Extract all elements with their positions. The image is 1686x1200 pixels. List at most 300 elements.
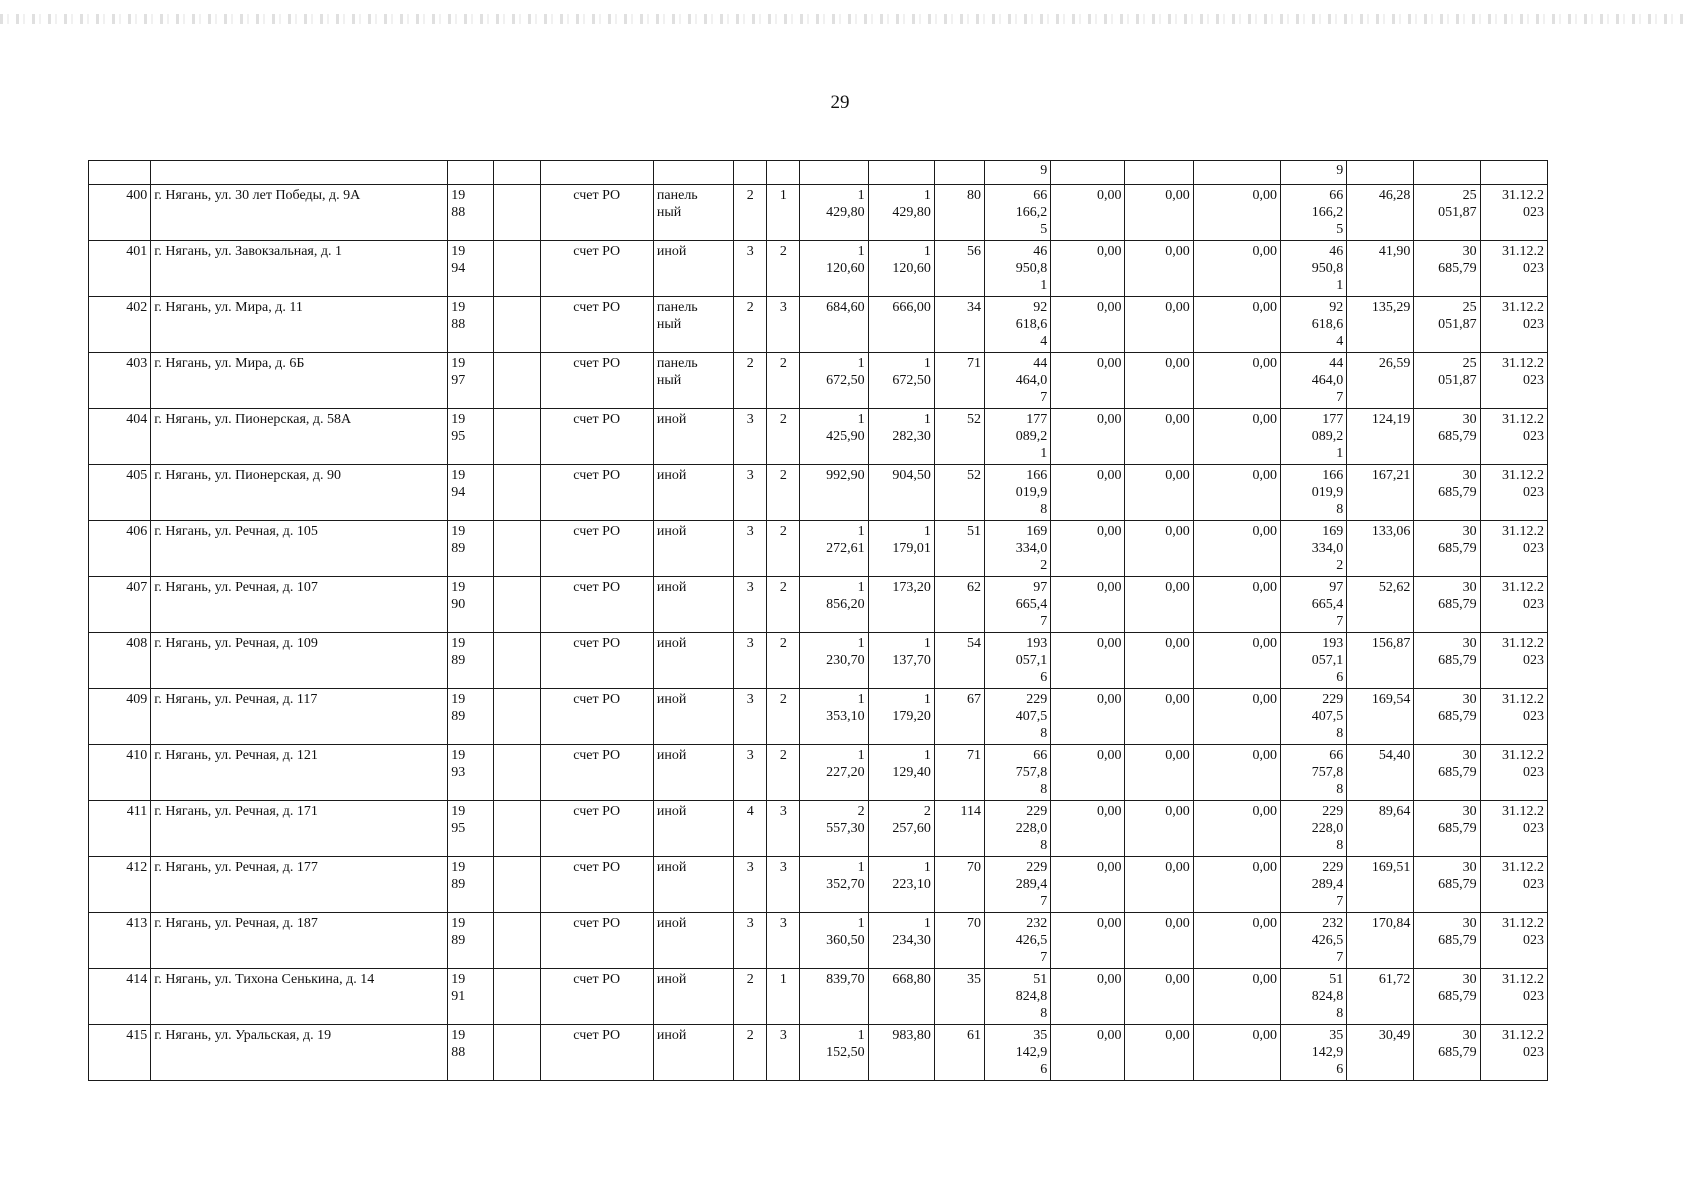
cell-cost-sum: 229 407,5 8 — [1280, 689, 1346, 745]
cell-year: 19 90 — [448, 577, 494, 633]
cell-cost-sum: 166 019,9 8 — [1280, 465, 1346, 521]
cell-fund-method: счет РО — [540, 241, 653, 297]
cell-entrances: 1 — [767, 185, 800, 241]
cell-residents: 51 — [934, 521, 984, 577]
cell-cost-a: 0,00 — [1051, 633, 1125, 689]
cell-floors: 3 — [734, 745, 767, 801]
cell-blank-col — [494, 801, 540, 857]
cell-row-number: 407 — [89, 577, 151, 633]
cell-unit-cost: 30 685,79 — [1414, 577, 1480, 633]
cell-cost-total: 66 757,8 8 — [985, 745, 1051, 801]
cell-rate: 133,06 — [1347, 521, 1414, 577]
cell-entrances: 2 — [767, 745, 800, 801]
cell-cost-sum: 66 166,2 5 — [1280, 185, 1346, 241]
cell-unit-cost: 30 685,79 — [1414, 1025, 1480, 1081]
cell-blank-col — [494, 633, 540, 689]
cell-unit-cost: 25 051,87 — [1414, 353, 1480, 409]
cell-floors: 3 — [734, 857, 767, 913]
cell-living-area: 173,20 — [868, 577, 934, 633]
cell-fund-method: счет РО — [540, 409, 653, 465]
cell-blank-col — [494, 185, 540, 241]
cell-cost-c — [1193, 161, 1280, 185]
cell-rate: 52,62 — [1347, 577, 1414, 633]
cell-blank-col — [494, 913, 540, 969]
cell-cost-b: 0,00 — [1125, 409, 1193, 465]
cell-deadline: 31.12.2 023 — [1480, 521, 1547, 577]
cell-unit-cost: 30 685,79 — [1414, 465, 1480, 521]
cell-blank-col — [494, 689, 540, 745]
cell-entrances — [767, 161, 800, 185]
cell-floors — [734, 161, 767, 185]
cell-fund-method: счет РО — [540, 465, 653, 521]
cell-entrances: 2 — [767, 241, 800, 297]
cell-rate: 169,51 — [1347, 857, 1414, 913]
cell-residents: 54 — [934, 633, 984, 689]
cell-cost-b: 0,00 — [1125, 521, 1193, 577]
cell-living-area: 1 429,80 — [868, 185, 934, 241]
cell-cost-a: 0,00 — [1051, 409, 1125, 465]
cell-cost-total: 166 019,9 8 — [985, 465, 1051, 521]
table-row — [89, 465, 1548, 521]
cell-residents: 71 — [934, 353, 984, 409]
table-row — [89, 1025, 1548, 1081]
cell-total-area: 1 152,50 — [800, 1025, 868, 1081]
cell-cost-total: 169 334,0 2 — [985, 521, 1051, 577]
cell-address: г. Нягань, ул. Пионерская, д. 90 — [151, 465, 448, 521]
cell-year: 19 89 — [448, 633, 494, 689]
cell-cost-total: 97 665,4 7 — [985, 577, 1051, 633]
cell-cost-b: 0,00 — [1125, 857, 1193, 913]
cell-entrances: 3 — [767, 297, 800, 353]
cell-residents — [934, 161, 984, 185]
cell-blank-col — [494, 353, 540, 409]
cell-cost-c: 0,00 — [1193, 801, 1280, 857]
cell-cost-sum: 66 757,8 8 — [1280, 745, 1346, 801]
cell-unit-cost: 30 685,79 — [1414, 521, 1480, 577]
cell-cost-a: 0,00 — [1051, 1025, 1125, 1081]
cell-cost-c: 0,00 — [1193, 633, 1280, 689]
cell-cost-total: 193 057,1 6 — [985, 633, 1051, 689]
cell-cost-b: 0,00 — [1125, 745, 1193, 801]
cell-entrances: 3 — [767, 801, 800, 857]
cell-year: 19 88 — [448, 1025, 494, 1081]
cell-cost-sum: 97 665,4 7 — [1280, 577, 1346, 633]
cell-cost-total: 92 618,6 4 — [985, 297, 1051, 353]
cell-residents: 52 — [934, 409, 984, 465]
cell-rate: 30,49 — [1347, 1025, 1414, 1081]
cell-entrances: 3 — [767, 913, 800, 969]
cell-year: 19 97 — [448, 353, 494, 409]
cell-cost-b: 0,00 — [1125, 1025, 1193, 1081]
cell-year: 19 94 — [448, 241, 494, 297]
table-row — [89, 241, 1548, 297]
cell-residents: 71 — [934, 745, 984, 801]
cell-cost-sum: 177 089,2 1 — [1280, 409, 1346, 465]
cell-cost-sum: 193 057,1 6 — [1280, 633, 1346, 689]
cell-fund-method: счет РО — [540, 353, 653, 409]
cell-total-area: 1 230,70 — [800, 633, 868, 689]
cell-rate: 46,28 — [1347, 185, 1414, 241]
cell-living-area: 1 234,30 — [868, 913, 934, 969]
cell-entrances: 2 — [767, 409, 800, 465]
cell-rate: 89,64 — [1347, 801, 1414, 857]
cell-living-area: 1 179,01 — [868, 521, 934, 577]
cell-deadline: 31.12.2 023 — [1480, 689, 1547, 745]
cell-floors: 3 — [734, 913, 767, 969]
cell-cost-sum: 229 289,4 7 — [1280, 857, 1346, 913]
cell-address: г. Нягань, ул. 30 лет Победы, д. 9А — [151, 185, 448, 241]
cell-cost-c: 0,00 — [1193, 409, 1280, 465]
cell-row-number: 402 — [89, 297, 151, 353]
cell-floors: 3 — [734, 465, 767, 521]
cell-blank-col — [494, 161, 540, 185]
cell-deadline: 31.12.2 023 — [1480, 801, 1547, 857]
cell-row-number: 409 — [89, 689, 151, 745]
cell-unit-cost: 30 685,79 — [1414, 745, 1480, 801]
cell-floors: 2 — [734, 185, 767, 241]
cell-address: г. Нягань, ул. Тихона Сенькина, д. 14 — [151, 969, 448, 1025]
table-row — [89, 689, 1548, 745]
cell-unit-cost: 30 685,79 — [1414, 409, 1480, 465]
cell-deadline: 31.12.2 023 — [1480, 969, 1547, 1025]
cell-living-area: 1 282,30 — [868, 409, 934, 465]
cell-deadline: 31.12.2 023 — [1480, 297, 1547, 353]
cell-cost-total: 177 089,2 1 — [985, 409, 1051, 465]
cell-residents: 70 — [934, 857, 984, 913]
cell-unit-cost: 30 685,79 — [1414, 241, 1480, 297]
cell-residents: 52 — [934, 465, 984, 521]
cell-fund-method: счет РО — [540, 577, 653, 633]
cell-fund-method: счет РО — [540, 745, 653, 801]
cell-wall-type: панель ный — [653, 297, 733, 353]
cell-total-area: 1 856,20 — [800, 577, 868, 633]
cell-deadline: 31.12.2 023 — [1480, 577, 1547, 633]
cell-unit-cost: 25 051,87 — [1414, 297, 1480, 353]
cell-floors: 3 — [734, 689, 767, 745]
cell-row-number: 400 — [89, 185, 151, 241]
cell-fund-method: счет РО — [540, 689, 653, 745]
cell-unit-cost: 30 685,79 — [1414, 969, 1480, 1025]
cell-fund-method: счет РО — [540, 969, 653, 1025]
cell-floors: 2 — [734, 297, 767, 353]
cell-cost-c: 0,00 — [1193, 1025, 1280, 1081]
cell-rate: 26,59 — [1347, 353, 1414, 409]
table-row — [89, 185, 1548, 241]
cell-cost-a — [1051, 161, 1125, 185]
table-continuation-row — [89, 161, 1548, 185]
cell-row-number: 415 — [89, 1025, 151, 1081]
cell-living-area: 1 223,10 — [868, 857, 934, 913]
cell-deadline: 31.12.2 023 — [1480, 409, 1547, 465]
cell-year: 19 89 — [448, 913, 494, 969]
cell-wall-type: иной — [653, 465, 733, 521]
cell-total-area: 1 672,50 — [800, 353, 868, 409]
cell-year: 19 89 — [448, 689, 494, 745]
cell-cost-b: 0,00 — [1125, 297, 1193, 353]
cell-row-number: 408 — [89, 633, 151, 689]
cell-cost-a: 0,00 — [1051, 913, 1125, 969]
cell-living-area: 1 137,70 — [868, 633, 934, 689]
cell-entrances: 2 — [767, 633, 800, 689]
cell-fund-method: счет РО — [540, 857, 653, 913]
table-row — [89, 857, 1548, 913]
cell-wall-type: иной — [653, 577, 733, 633]
cell-living-area — [868, 161, 934, 185]
cell-total-area: 839,70 — [800, 969, 868, 1025]
cell-total-area: 1 429,80 — [800, 185, 868, 241]
cell-address: г. Нягань, ул. Завокзальная, д. 1 — [151, 241, 448, 297]
cell-cost-c: 0,00 — [1193, 297, 1280, 353]
cell-cost-total: 35 142,9 6 — [985, 1025, 1051, 1081]
cell-entrances: 3 — [767, 1025, 800, 1081]
cell-residents: 34 — [934, 297, 984, 353]
cell-cost-a: 0,00 — [1051, 465, 1125, 521]
cell-entrances: 2 — [767, 577, 800, 633]
cell-deadline: 31.12.2 023 — [1480, 1025, 1547, 1081]
cell-total-area: 1 272,61 — [800, 521, 868, 577]
cell-row-number: 405 — [89, 465, 151, 521]
cell-cost-a: 0,00 — [1051, 521, 1125, 577]
cell-total-area: 1 227,20 — [800, 745, 868, 801]
table-row — [89, 801, 1548, 857]
cell-cost-c: 0,00 — [1193, 577, 1280, 633]
cell-total-area: 1 120,60 — [800, 241, 868, 297]
cell-rate: 61,72 — [1347, 969, 1414, 1025]
cell-entrances: 3 — [767, 857, 800, 913]
cell-blank-col — [494, 521, 540, 577]
cell-blank-col — [494, 297, 540, 353]
cell-total-area: 1 353,10 — [800, 689, 868, 745]
cell-unit-cost — [1414, 161, 1480, 185]
cell-residents: 62 — [934, 577, 984, 633]
cell-residents: 70 — [934, 913, 984, 969]
cell-entrances: 2 — [767, 689, 800, 745]
cell-cost-a: 0,00 — [1051, 185, 1125, 241]
cell-fund-method: счет РО — [540, 913, 653, 969]
scan-edge-noise — [0, 14, 1686, 24]
cell-total-area: 992,90 — [800, 465, 868, 521]
cell-year: 19 93 — [448, 745, 494, 801]
cell-rate: 170,84 — [1347, 913, 1414, 969]
cell-cost-sum: 229 228,0 8 — [1280, 801, 1346, 857]
cell-living-area: 904,50 — [868, 465, 934, 521]
cell-year: 19 89 — [448, 857, 494, 913]
cell-blank-col — [494, 1025, 540, 1081]
cell-unit-cost: 30 685,79 — [1414, 913, 1480, 969]
cell-cost-total: 9 — [985, 161, 1051, 185]
cell-fund-method: счет РО — [540, 1025, 653, 1081]
cell-entrances: 2 — [767, 465, 800, 521]
cell-wall-type: иной — [653, 521, 733, 577]
cell-cost-c: 0,00 — [1193, 353, 1280, 409]
cell-residents: 114 — [934, 801, 984, 857]
cell-living-area: 1 179,20 — [868, 689, 934, 745]
cell-living-area: 983,80 — [868, 1025, 934, 1081]
cell-residents: 35 — [934, 969, 984, 1025]
table-row — [89, 745, 1548, 801]
cell-deadline: 31.12.2 023 — [1480, 185, 1547, 241]
cell-fund-method: счет РО — [540, 801, 653, 857]
cell-row-number: 414 — [89, 969, 151, 1025]
cell-residents: 56 — [934, 241, 984, 297]
cell-fund-method — [540, 161, 653, 185]
cell-address: г. Нягань, ул. Речная, д. 105 — [151, 521, 448, 577]
cell-entrances: 1 — [767, 969, 800, 1025]
cell-living-area: 666,00 — [868, 297, 934, 353]
cell-cost-c: 0,00 — [1193, 857, 1280, 913]
table-row — [89, 913, 1548, 969]
cell-address: г. Нягань, ул. Речная, д. 107 — [151, 577, 448, 633]
cell-deadline: 31.12.2 023 — [1480, 633, 1547, 689]
table-row — [89, 969, 1548, 1025]
cell-cost-b: 0,00 — [1125, 801, 1193, 857]
cell-address: г. Нягань, ул. Речная, д. 109 — [151, 633, 448, 689]
cell-row-number: 412 — [89, 857, 151, 913]
cell-wall-type: иной — [653, 969, 733, 1025]
housing-registry-table — [88, 160, 1548, 1081]
cell-cost-c: 0,00 — [1193, 745, 1280, 801]
cell-year: 19 91 — [448, 969, 494, 1025]
cell-total-area: 1 360,50 — [800, 913, 868, 969]
cell-unit-cost: 30 685,79 — [1414, 857, 1480, 913]
cell-year: 19 88 — [448, 297, 494, 353]
cell-cost-a: 0,00 — [1051, 857, 1125, 913]
cell-year — [448, 161, 494, 185]
table-row — [89, 521, 1548, 577]
cell-row-number: 403 — [89, 353, 151, 409]
cell-floors: 4 — [734, 801, 767, 857]
cell-floors: 2 — [734, 353, 767, 409]
cell-cost-c: 0,00 — [1193, 465, 1280, 521]
cell-row-number: 411 — [89, 801, 151, 857]
cell-floors: 2 — [734, 1025, 767, 1081]
table-row — [89, 297, 1548, 353]
cell-fund-method: счет РО — [540, 297, 653, 353]
cell-blank-col — [494, 577, 540, 633]
cell-deadline: 31.12.2 023 — [1480, 913, 1547, 969]
cell-wall-type: иной — [653, 633, 733, 689]
cell-deadline: 31.12.2 023 — [1480, 465, 1547, 521]
cell-cost-b: 0,00 — [1125, 577, 1193, 633]
cell-cost-sum: 9 — [1280, 161, 1346, 185]
cell-wall-type: иной — [653, 913, 733, 969]
cell-total-area: 2 557,30 — [800, 801, 868, 857]
cell-year: 19 89 — [448, 521, 494, 577]
cell-rate: 169,54 — [1347, 689, 1414, 745]
cell-entrances: 2 — [767, 353, 800, 409]
cell-cost-a: 0,00 — [1051, 297, 1125, 353]
cell-wall-type: панель ный — [653, 353, 733, 409]
cell-address: г. Нягань, ул. Речная, д. 121 — [151, 745, 448, 801]
cell-cost-total: 229 407,5 8 — [985, 689, 1051, 745]
cell-floors: 3 — [734, 241, 767, 297]
cell-cost-a: 0,00 — [1051, 969, 1125, 1025]
cell-blank-col — [494, 409, 540, 465]
cell-living-area: 2 257,60 — [868, 801, 934, 857]
cell-cost-c: 0,00 — [1193, 913, 1280, 969]
cell-residents: 80 — [934, 185, 984, 241]
cell-unit-cost: 30 685,79 — [1414, 801, 1480, 857]
cell-deadline: 31.12.2 023 — [1480, 353, 1547, 409]
cell-row-number — [89, 161, 151, 185]
cell-address: г. Нягань, ул. Уральская, д. 19 — [151, 1025, 448, 1081]
cell-cost-a: 0,00 — [1051, 689, 1125, 745]
cell-rate: 41,90 — [1347, 241, 1414, 297]
cell-row-number: 401 — [89, 241, 151, 297]
cell-fund-method: счет РО — [540, 633, 653, 689]
cell-cost-sum: 92 618,6 4 — [1280, 297, 1346, 353]
cell-fund-method: счет РО — [540, 185, 653, 241]
table-row — [89, 577, 1548, 633]
cell-wall-type: иной — [653, 241, 733, 297]
cell-total-area: 684,60 — [800, 297, 868, 353]
cell-wall-type: иной — [653, 409, 733, 465]
cell-cost-b: 0,00 — [1125, 689, 1193, 745]
cell-blank-col — [494, 465, 540, 521]
cell-wall-type: иной — [653, 801, 733, 857]
cell-cost-sum: 44 464,0 7 — [1280, 353, 1346, 409]
cell-cost-a: 0,00 — [1051, 745, 1125, 801]
cell-floors: 2 — [734, 969, 767, 1025]
cell-address: г. Нягань, ул. Речная, д. 187 — [151, 913, 448, 969]
cell-deadline: 31.12.2 023 — [1480, 745, 1547, 801]
table-row — [89, 633, 1548, 689]
cell-year: 19 88 — [448, 185, 494, 241]
cell-living-area: 1 129,40 — [868, 745, 934, 801]
cell-rate: 156,87 — [1347, 633, 1414, 689]
table-row — [89, 409, 1548, 465]
cell-row-number: 404 — [89, 409, 151, 465]
cell-cost-total: 51 824,8 8 — [985, 969, 1051, 1025]
cell-cost-c: 0,00 — [1193, 689, 1280, 745]
cell-row-number: 413 — [89, 913, 151, 969]
cell-floors: 3 — [734, 409, 767, 465]
cell-cost-total: 232 426,5 7 — [985, 913, 1051, 969]
cell-cost-total: 44 464,0 7 — [985, 353, 1051, 409]
cell-unit-cost: 25 051,87 — [1414, 185, 1480, 241]
cell-wall-type: иной — [653, 689, 733, 745]
cell-cost-a: 0,00 — [1051, 577, 1125, 633]
cell-blank-col — [494, 857, 540, 913]
cell-cost-total: 229 228,0 8 — [985, 801, 1051, 857]
cell-cost-sum: 169 334,0 2 — [1280, 521, 1346, 577]
cell-cost-sum: 35 142,9 6 — [1280, 1025, 1346, 1081]
cell-rate: 54,40 — [1347, 745, 1414, 801]
cell-living-area: 1 672,50 — [868, 353, 934, 409]
table-body — [89, 161, 1548, 1081]
cell-address: г. Нягань, ул. Речная, д. 117 — [151, 689, 448, 745]
cell-cost-b: 0,00 — [1125, 185, 1193, 241]
cell-cost-sum: 232 426,5 7 — [1280, 913, 1346, 969]
cell-cost-c: 0,00 — [1193, 185, 1280, 241]
cell-wall-type — [653, 161, 733, 185]
cell-address — [151, 161, 448, 185]
cell-cost-a: 0,00 — [1051, 353, 1125, 409]
cell-blank-col — [494, 969, 540, 1025]
cell-cost-total: 229 289,4 7 — [985, 857, 1051, 913]
cell-rate — [1347, 161, 1414, 185]
cell-cost-total: 46 950,8 1 — [985, 241, 1051, 297]
cell-living-area: 668,80 — [868, 969, 934, 1025]
table-row — [89, 353, 1548, 409]
cell-row-number: 406 — [89, 521, 151, 577]
cell-cost-c: 0,00 — [1193, 521, 1280, 577]
cell-cost-sum: 46 950,8 1 — [1280, 241, 1346, 297]
cell-year: 19 95 — [448, 409, 494, 465]
cell-deadline: 31.12.2 023 — [1480, 857, 1547, 913]
cell-fund-method: счет РО — [540, 521, 653, 577]
page-number: 29 — [830, 92, 850, 113]
